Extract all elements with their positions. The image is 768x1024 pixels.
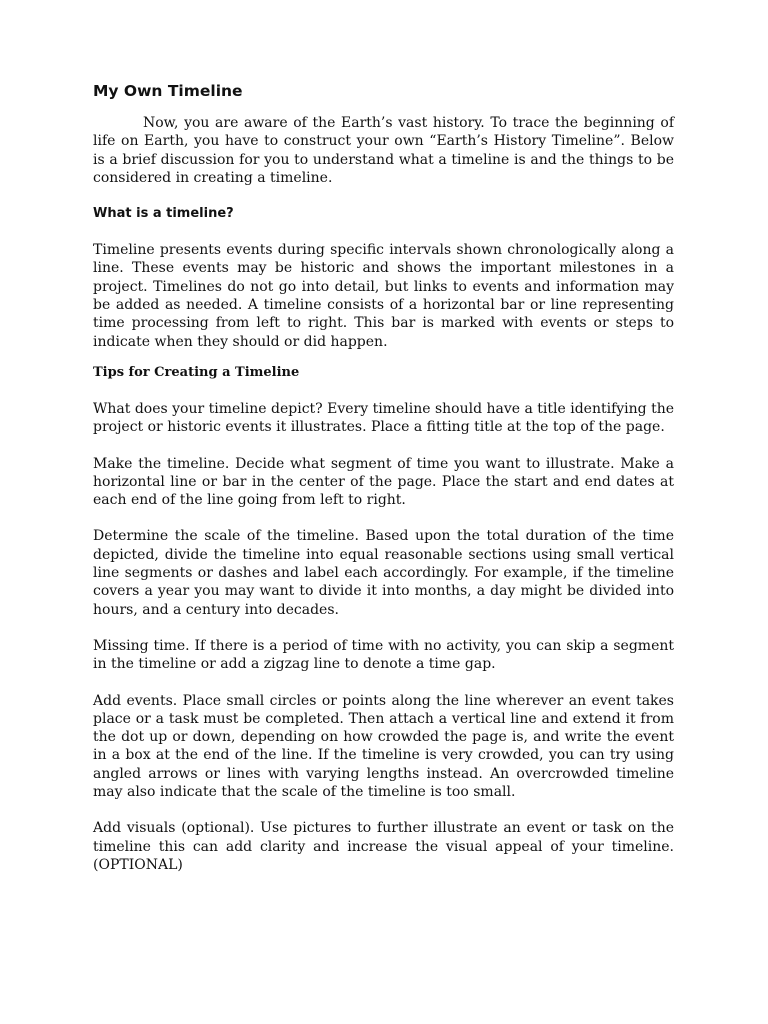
intro-paragraph: Now, you are aware of the Earth’s vast history. To trace the beginning of life on Earth, you have to construct your own “Earth’s History Timeline”. Below is a brief discussion for you to understand what a timeline is and the things to be considered in creating a timeline. <box>93 115 674 186</box>
spacer <box>93 619 674 637</box>
spacer <box>93 223 674 241</box>
page-title: My Own Timeline <box>93 82 243 100</box>
spacer <box>93 351 674 364</box>
section-heading-tips: Tips for Creating a Timeline <box>93 364 300 380</box>
timeline-definition-paragraph: Timeline presents events during specific intervals shown chronologically along a line. These events may be historic and shows the important milestones in a project. Timelines do not go into detail, but links to events and information may be added as needed. A timeline consists of a horizontal bar or line representing time processing from left to right. This bar is marked with events or steps to indicate when they should or did happen. <box>93 242 674 350</box>
spacer <box>93 801 674 819</box>
spacer <box>93 674 674 692</box>
document-page <box>93 80 674 874</box>
section-heading-what-is-timeline: What is a timeline? <box>93 206 234 222</box>
tip-paragraph-add-visuals: Add visuals (optional). Use pictures to further illustrate an event or task on the timeline this can add clarity and increase the visual appeal of your timeline.(OPTIONAL) <box>93 820 674 873</box>
tip-paragraph-missing-time: Missing time. If there is a period of time with no activity, you can skip a segment in the timeline or add a zigzag line to denote a time gap. <box>93 637 674 673</box>
tip-paragraph-add-events: Add events. Place small circles or points along the line wherever an event takes place or a task must be completed. Then attach a vertical line and extend it from the dot up or down, depending on how crowded the page is, and write the event in a box at the end of the line. If the timeline is very crowded, you can try using angled arrows or lines with varying lengths instead. An overcrowded timeline may also indicate that the scale of the timeline is too small. <box>93 692 674 801</box>
tip-paragraph-make-timeline: Make the timeline. Decide what segment of time you want to illustrate. Make a horizontal line or bar in the center of the page. Place the start and end dates at each end of the line going from left to right. <box>93 455 674 509</box>
spacer <box>93 187 674 205</box>
spacer <box>93 382 674 400</box>
tip-paragraph-scale: Determine the scale of the timeline. Based upon the total duration of the time depicted, divide the timeline into equal reasonable sections using small vertical line segments or dashes and label each accordingly. For example, if the timeline covers a year you may want to divide it into months, a day might be divided into hours, and a century into decades. <box>93 528 674 618</box>
spacer <box>93 437 674 455</box>
spacer <box>93 509 674 527</box>
tip-paragraph-title: What does your timeline depict? Every timeline should have a title identifying the project or historic events it illustrates. Place a fitting title at the top of the page. <box>93 400 675 436</box>
